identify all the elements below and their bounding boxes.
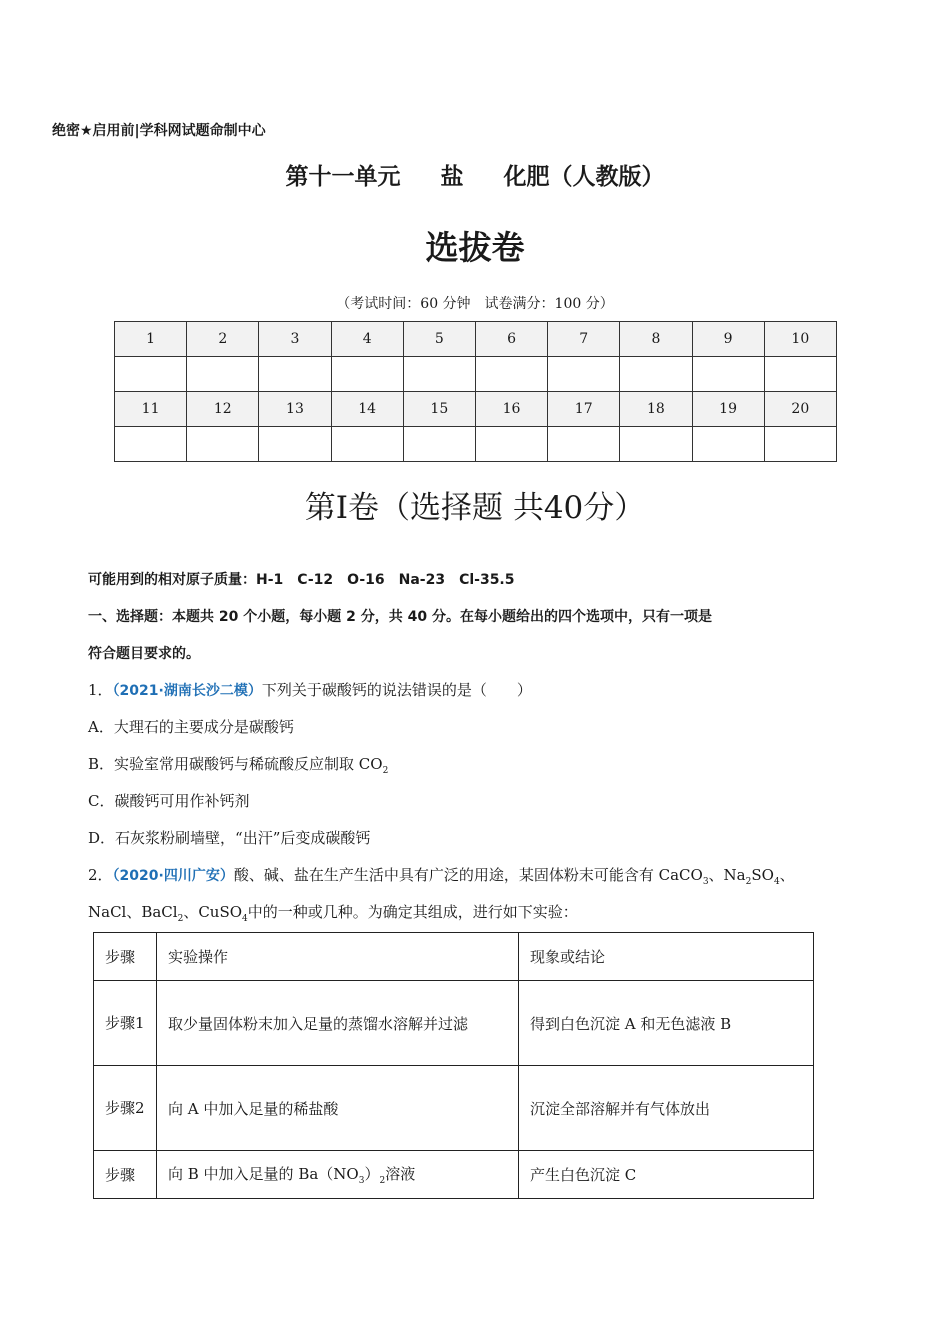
question-number: 1． [88, 681, 113, 699]
unit-title-part: 盐 [440, 164, 464, 190]
operation-text: 溶液 [385, 1165, 416, 1183]
experiment-table [93, 932, 814, 1199]
subscript: 4 [242, 914, 248, 924]
paper-title: 选拔卷 [425, 228, 525, 267]
answer-cell[interactable] [259, 357, 331, 392]
answer-number: 14 [331, 392, 403, 427]
answer-blank-row [115, 357, 837, 392]
answer-cell[interactable] [475, 427, 547, 462]
answer-number: 17 [548, 392, 620, 427]
subscript: 2 [177, 914, 184, 924]
question-source: （2021·湖南长沙二模） [112, 683, 262, 699]
answer-grid [114, 321, 837, 462]
table-row [94, 981, 814, 1066]
question-text: 下列关于碳酸钙的说法错误的是（ ） [261, 681, 532, 699]
step-cell: 步骤2 [94, 1066, 157, 1151]
table-header: 实验操作 [157, 933, 519, 981]
unit-title-part: 化肥（人教版） [503, 164, 665, 190]
answer-number-row [115, 322, 837, 357]
answer-number: 16 [475, 392, 547, 427]
exam-info: （考试时间：60 分钟 试卷满分：100 分） [336, 296, 614, 312]
operation-cell: 向 A 中加入足量的稀盐酸 [157, 1066, 519, 1151]
question-text: 酸、碱、盐在生产生活中具有广泛的用途，某固体粉末可能含有 CaCO [233, 866, 703, 884]
answer-blank-row [115, 427, 837, 462]
answer-cell[interactable] [764, 357, 836, 392]
question-1-stem [88, 679, 532, 700]
question-text: NaCl、BaCl [88, 903, 178, 921]
question-text: 、 [779, 866, 795, 884]
section-title: 第Ⅰ卷（选择题 共40分） [304, 490, 646, 526]
option-b-text: B．实验室常用碳酸钙与稀硫酸反应制取 CO [88, 755, 383, 773]
answer-cell[interactable] [764, 427, 836, 462]
instruction-line: 一、选择题：本题共 20 个小题，每小题 2 分，共 40 分。在每小题给出的四个选项中，只有一项是 [88, 609, 712, 625]
subscript: 3 [358, 1176, 365, 1186]
operation-text: 向 B 中加入足量的 Ba（NO [168, 1165, 359, 1183]
answer-cell[interactable] [620, 427, 692, 462]
answer-number: 11 [115, 392, 187, 427]
answer-cell[interactable] [692, 357, 764, 392]
answer-number: 9 [692, 322, 764, 357]
result-cell: 产生白色沉淀 C [519, 1151, 814, 1199]
answer-cell[interactable] [548, 427, 620, 462]
answer-number: 15 [403, 392, 475, 427]
unit-title-part: 第十一单元 [285, 164, 401, 190]
table-header: 现象或结论 [519, 933, 814, 981]
question-source: （2020·四川广安） [112, 868, 234, 884]
answer-cell[interactable] [403, 357, 475, 392]
answer-number: 10 [764, 322, 836, 357]
answer-number-row [115, 392, 837, 427]
answer-number: 12 [187, 392, 259, 427]
answer-cell[interactable] [187, 427, 259, 462]
question-2-stem-line2 [88, 901, 578, 924]
answer-cell[interactable] [403, 427, 475, 462]
answer-cell[interactable] [692, 427, 764, 462]
instruction-line: 符合题目要求的。 [88, 646, 200, 662]
answer-number: 2 [187, 322, 259, 357]
subscript: 2 [379, 1176, 386, 1186]
answer-number: 18 [620, 392, 692, 427]
question-number: 2． [88, 866, 113, 884]
answer-number: 6 [475, 322, 547, 357]
answer-cell[interactable] [115, 357, 187, 392]
secret-header: 绝密★启用前|学科网试题命制中心 [52, 123, 266, 139]
step-cell: 步骤1 [94, 981, 157, 1066]
answer-cell[interactable] [620, 357, 692, 392]
answer-cell[interactable] [331, 357, 403, 392]
result-cell: 沉淀全部溶解并有气体放出 [519, 1066, 814, 1151]
question-text: SO [751, 866, 774, 884]
answer-number: 7 [548, 322, 620, 357]
operation-cell: 取少量固体粉末加入足量的蒸馏水溶解并过滤 [157, 981, 519, 1066]
question-text: 、Na [708, 866, 746, 884]
answer-cell[interactable] [259, 427, 331, 462]
answer-number: 13 [259, 392, 331, 427]
unit-title [0, 158, 950, 191]
subscript: 3 [702, 877, 709, 887]
option-c[interactable]: C．碳酸钙可用作补钙剂 [88, 792, 250, 810]
subscript: 2 [745, 877, 752, 887]
option-a[interactable]: A．大理石的主要成分是碳酸钙 [88, 718, 294, 736]
question-text: 、CuSO [183, 903, 243, 921]
subscript: 4 [773, 877, 780, 887]
result-cell: 得到白色沉淀 A 和无色滤液 B [519, 981, 814, 1066]
table-row [94, 1151, 814, 1199]
answer-number: 20 [764, 392, 836, 427]
table-row [94, 1066, 814, 1151]
question-2-stem [88, 864, 795, 887]
subscript: 2 [382, 766, 389, 776]
answer-cell[interactable] [115, 427, 187, 462]
table-header: 步骤 [94, 933, 157, 981]
answer-number: 1 [115, 322, 187, 357]
answer-cell[interactable] [475, 357, 547, 392]
answer-number: 3 [259, 322, 331, 357]
option-b[interactable] [88, 753, 388, 776]
atomic-mass-line: 可能用到的相对原子质量：H-1 C-12 O-16 Na-23 Cl-35.5 [88, 572, 515, 588]
question-text: 中的一种或几种。为确定其组成，进行如下实验： [247, 903, 578, 921]
step-cell: 步骤 [94, 1151, 157, 1199]
option-d[interactable]: D．石灰浆粉刷墙壁，“出汗”后变成碳酸钙 [88, 829, 371, 847]
operation-text: ） [364, 1165, 380, 1183]
answer-number: 4 [331, 322, 403, 357]
operation-cell [157, 1151, 519, 1199]
answer-cell[interactable] [331, 427, 403, 462]
answer-number: 19 [692, 392, 764, 427]
answer-cell[interactable] [187, 357, 259, 392]
answer-number: 5 [403, 322, 475, 357]
answer-number: 8 [620, 322, 692, 357]
answer-cell[interactable] [548, 357, 620, 392]
table-header-row [94, 933, 814, 981]
